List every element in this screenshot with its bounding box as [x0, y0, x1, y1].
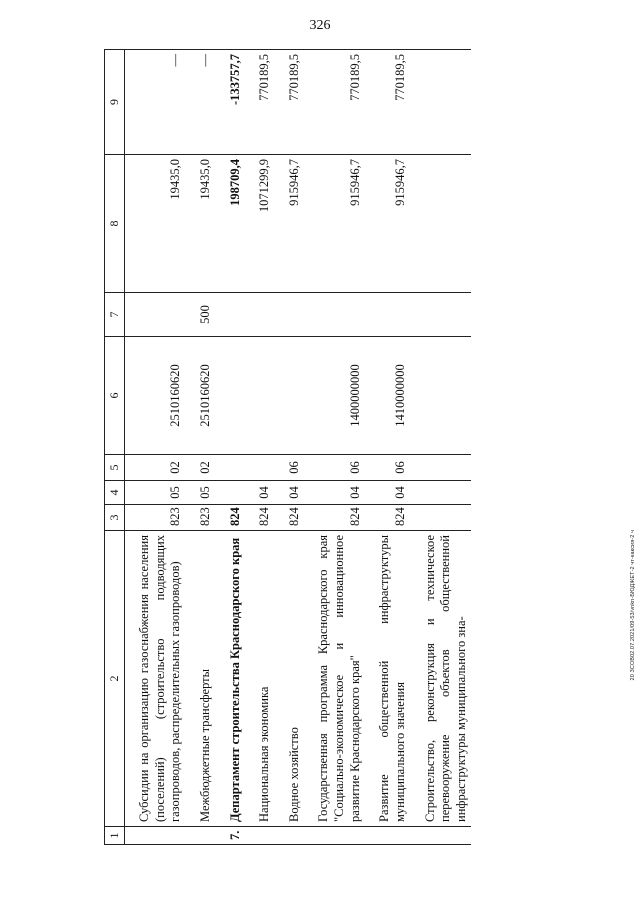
table-row: [304, 50, 365, 845]
amount-col-9: 770189,5: [365, 50, 410, 155]
item-name: Водное хозяйство: [275, 531, 305, 827]
row-number: [365, 827, 410, 845]
row-number: [245, 827, 275, 845]
code-section: [216, 481, 246, 505]
amount-col-8: 915946,7: [365, 155, 410, 293]
code-target: 2510160620: [186, 337, 216, 455]
amount-col-9: 770189,5: [275, 50, 305, 155]
code-target: 1400000000: [304, 337, 365, 455]
table-row: [245, 50, 275, 845]
table-row: [216, 50, 246, 845]
code-expense-type: 500: [186, 293, 216, 337]
row-number: [186, 827, 216, 845]
table-row: [125, 50, 186, 845]
row-number: [411, 827, 472, 845]
footer-code: 20 ЗСОВ02.07.2021/09-53/vnkn-БЮДЖЕТ-2 чт-каксия-2 ч: [630, 530, 636, 681]
code-ministry: [411, 505, 472, 531]
code-subsection: 02: [186, 455, 216, 481]
amount-col-9: —: [125, 50, 186, 155]
item-name: Субсидии на организацию газоснабжения населения (поселений) (строительство подводящих газопроводов, распределительных газопроводов): [125, 531, 186, 827]
code-target: 1410000000: [365, 337, 410, 455]
amount-col-8: 915946,7: [275, 155, 305, 293]
budget-table: [104, 49, 471, 845]
amount-col-9: 770189,5: [245, 50, 275, 155]
table-row: [275, 50, 305, 845]
code-target: [245, 337, 275, 455]
code-ministry: 824: [365, 505, 410, 531]
code-section: [411, 481, 472, 505]
amount-col-8: 1071299,9: [245, 155, 275, 293]
header-row: [105, 50, 125, 845]
item-name: Развитие общественной инфраструктуры муниципального значения: [365, 531, 410, 827]
amount-col-8: 198709,4: [216, 155, 246, 293]
code-ministry: 824: [275, 505, 305, 531]
code-expense-type: [304, 293, 365, 337]
code-target: [275, 337, 305, 455]
amount-col-8: 915946,7: [304, 155, 365, 293]
table-row: [411, 50, 472, 845]
item-name: Строительство, реконструкция и техническое перевооружение объектов общественной инфраструктуры муниципального зна-: [411, 531, 472, 827]
code-expense-type: [365, 293, 410, 337]
code-subsection: [216, 455, 246, 481]
item-name: Департамент строительства Краснодарского края: [216, 531, 246, 827]
code-expense-type: [216, 293, 246, 337]
code-target: 2510160620: [125, 337, 186, 455]
amount-col-9: 770189,5: [304, 50, 365, 155]
code-expense-type: [125, 293, 186, 337]
amount-col-9: —: [186, 50, 216, 155]
item-name: Межбюджетные трансферты: [186, 531, 216, 827]
row-number: 7.: [216, 827, 246, 845]
page-number: 326: [309, 18, 331, 33]
row-number: [275, 827, 305, 845]
header-cell: 7: [105, 293, 125, 337]
code-subsection: 02: [125, 455, 186, 481]
code-ministry: 823: [125, 505, 186, 531]
code-ministry: 823: [186, 505, 216, 531]
table-row: [186, 50, 216, 845]
code-subsection: [245, 455, 275, 481]
header-cell: 3: [105, 505, 125, 531]
amount-col-8: 19435,0: [125, 155, 186, 293]
code-section: 04: [304, 481, 365, 505]
code-expense-type: [275, 293, 305, 337]
code-section: 05: [125, 481, 186, 505]
header-cell: 5: [105, 455, 125, 481]
item-name: Государственная программа Краснодарского края "Социально-экономическое и инновационное развитие Краснодарского края": [304, 531, 365, 827]
amount-col-9: [411, 50, 472, 155]
header-cell: 6: [105, 337, 125, 455]
header-cell: 2: [105, 531, 125, 827]
row-number: [304, 827, 365, 845]
code-section: 04: [245, 481, 275, 505]
amount-col-9: -133757,7: [216, 50, 246, 155]
table-body: [105, 50, 472, 845]
rotated-table-container: [104, 50, 594, 845]
header-cell: 1: [105, 827, 125, 845]
code-subsection: 06: [365, 455, 410, 481]
code-target: [411, 337, 472, 455]
code-subsection: 06: [275, 455, 305, 481]
header-cell: 8: [105, 155, 125, 293]
code-subsection: [411, 455, 472, 481]
amount-col-8: 19435,0: [186, 155, 216, 293]
amount-col-8: [411, 155, 472, 293]
item-name: Национальная экономика: [245, 531, 275, 827]
code-section: 04: [365, 481, 410, 505]
header-cell: 9: [105, 50, 125, 155]
code-section: 04: [275, 481, 305, 505]
row-number: [125, 827, 186, 845]
code-expense-type: [245, 293, 275, 337]
header-cell: 4: [105, 481, 125, 505]
code-ministry: 824: [216, 505, 246, 531]
code-target: [216, 337, 246, 455]
code-ministry: 824: [304, 505, 365, 531]
code-ministry: 824: [245, 505, 275, 531]
code-subsection: 06: [304, 455, 365, 481]
table-row: [365, 50, 410, 845]
code-expense-type: [411, 293, 472, 337]
code-section: 05: [186, 481, 216, 505]
